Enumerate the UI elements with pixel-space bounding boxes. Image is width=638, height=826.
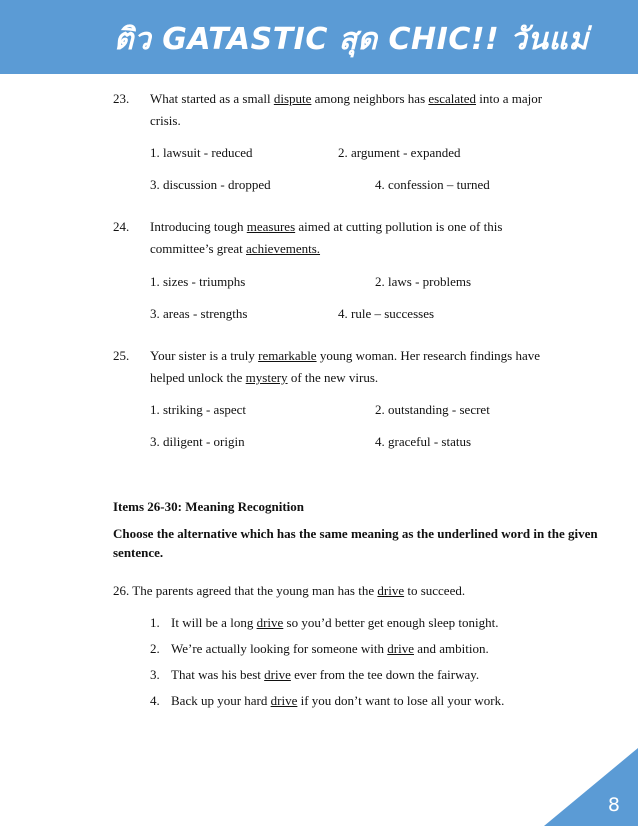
- q26-stem: 26. The parents agreed that the young man has the drive to succeed.: [113, 583, 466, 598]
- page-number: 8: [607, 794, 620, 816]
- header-title: ติว GATASTIC สุด CHIC!! วันแม่: [114, 22, 589, 57]
- q23-option-1: 1. lawsuit - reduced: [150, 145, 253, 160]
- q25-stem-line2: helped unlock the mystery of the new virus.: [150, 370, 379, 385]
- q23-number: 23.: [113, 91, 130, 106]
- q26-option-3-number: 3.: [150, 667, 160, 682]
- q23-stem-line1: What started as a small dispute among neighbors has escalated into a major: [150, 91, 543, 106]
- q26-option-1: It will be a long drive so you’d better get enough sleep tonight.: [171, 615, 499, 630]
- q25-stem-line1: Your sister is a truly remarkable young woman. Her research findings have: [150, 348, 541, 363]
- q26-option-2: We’re actually looking for someone with drive and ambition.: [171, 641, 489, 656]
- q24-option-1: 1. sizes - triumphs: [150, 274, 246, 289]
- section-instruction-line1: Choose the alternative which has the same meaning as the underlined word in the given: [113, 526, 598, 541]
- q24-option-2: 2. laws - problems: [375, 274, 472, 289]
- q24-option-3: 3. areas - strengths: [150, 306, 248, 321]
- q26-option-4-number: 4.: [150, 693, 160, 708]
- q26-option-2-number: 2.: [150, 641, 160, 656]
- page-corner-triangle: [544, 748, 638, 826]
- q23-option-3: 3. discussion - dropped: [150, 177, 271, 192]
- q26-option-1-number: 1.: [150, 615, 160, 630]
- q25-option-3: 3. diligent - origin: [150, 434, 245, 449]
- q25-number: 25.: [113, 348, 130, 363]
- q24-stem-line1: Introducing tough measures aimed at cutting pollution is one of this: [150, 219, 503, 234]
- section-title: Items 26-30: Meaning Recognition: [113, 499, 305, 514]
- q24-option-4: 4. rule – successes: [338, 306, 435, 321]
- header-banner: [0, 0, 638, 74]
- q25-option-2: 2. outstanding - secret: [375, 402, 490, 417]
- q26-option-3: That was his best drive ever from the tee down the fairway.: [171, 667, 480, 682]
- section-instruction-line2: sentence.: [113, 545, 164, 560]
- q23-option-4: 4. confession – turned: [375, 177, 490, 192]
- q24-stem-line2: committee’s great achievements.: [150, 241, 321, 256]
- q25-option-4: 4. graceful - status: [375, 434, 472, 449]
- q23-stem-line2: crisis.: [150, 113, 181, 128]
- q26-option-4: Back up your hard drive if you don’t want to lose all your work.: [171, 693, 505, 708]
- q24-number: 24.: [113, 219, 130, 234]
- q25-option-1: 1. striking - aspect: [150, 402, 247, 417]
- q23-option-2: 2. argument - expanded: [338, 145, 461, 160]
